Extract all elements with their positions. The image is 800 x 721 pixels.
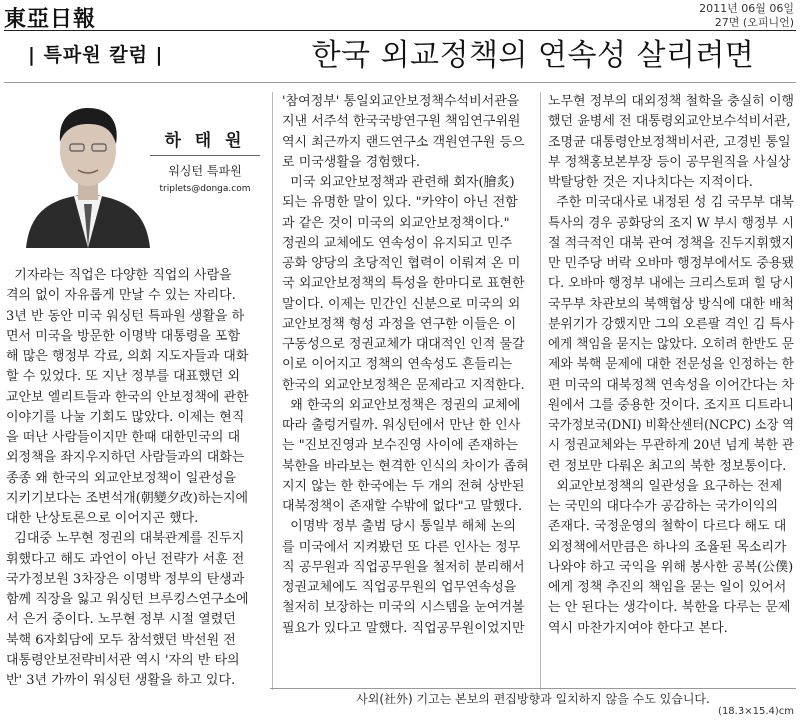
article-line: 과 같은 것이 미국의 외교안보정책이다." — [282, 215, 510, 231]
section-label: | 특파원 칼럼 | — [28, 44, 164, 66]
article-line: 3년 반 동안 미국 워싱턴 특파원 생활을 하 — [6, 308, 245, 324]
article-line: 시 정권교체와는 무관하게 20년 넘게 북한 관 — [548, 438, 794, 454]
article-line: 박탈당한 것은 지나치다는 지적이다. — [548, 175, 753, 190]
article-line: 교안보 엘리트들과 한국의 안보정책에 관한 — [6, 389, 249, 405]
article-line: 련 정보만 다뤄온 최고의 북한 정보통이다. — [548, 458, 787, 474]
article-line: 북한을 바라보는 현격한 인식의 차이가 좁혀 — [282, 458, 529, 474]
article-column-1 — [6, 266, 264, 691]
article-line: 부 정책홍보본부장 등이 공무원직을 사실상 — [548, 154, 791, 170]
article-line: 조명균 대통령안보정책비서관, 고경빈 통일 — [548, 134, 791, 150]
article-column-3 — [548, 92, 794, 659]
author-title: 워싱턴 특파원 — [168, 164, 242, 178]
article-line: 종종 왜 한국의 외교안보정책이 일관성을 — [6, 470, 237, 486]
article-line: 존재다. 국정운영의 철학이 다르다 해도 대 — [548, 519, 787, 535]
article-line: 원에서 그를 중용한 것이다. 조지프 디트라니 — [548, 397, 794, 413]
article-line: 할 수 있었다. 또 지난 정부를 대표했던 외 — [6, 369, 240, 385]
article-line: 특사의 경우 공화당의 조지 W 부시 행정부 시 — [548, 215, 794, 231]
disclaimer: 사외(社外) 기고는 본보의 편집방향과 일치하지 않을 수도 있습니다. — [356, 692, 710, 706]
article-line: 왜 한국의 외교안보정책은 정권의 교체에 — [282, 397, 521, 413]
article-line: 교안보정책 형성 과정을 연구한 이들은 이 — [282, 316, 517, 332]
article-line: 공화 양당의 초당적인 협력이 이뤄져 온 미 — [282, 256, 521, 271]
author-rule — [150, 155, 260, 156]
article-line: 에게 책임을 묻지는 않았다. 오히려 한반도 문 — [548, 337, 794, 352]
article-line: 정권의 교체에도 연속성이 유지되고 민주 — [282, 235, 513, 251]
size-note: (18.3×15.4)cm — [718, 706, 794, 717]
article-line: 지키기보다는 조변석개(朝變夕改)하는지에 — [6, 490, 249, 506]
article-line: 이명박 정부 출범 당시 통일부 해체 논의 — [282, 519, 516, 535]
article-line: 철저히 보장하는 미국의 시스템을 눈여겨볼 — [282, 600, 525, 616]
issue-page: 27면 (오피니언) — [714, 16, 794, 29]
article-line: 는 안 된다는 생각이다. 북한을 다루는 문제 — [548, 600, 791, 616]
article-line: 만 민주당 버락 오바마 행정부에서도 중용됐 — [548, 256, 794, 271]
author-email: triplets@donga.com — [159, 184, 251, 194]
article-line: 대한 난상토론으로 이어지곤 했다. — [6, 511, 199, 526]
article-line: 외정책에서만큼은 하나의 조율된 목소리가 — [548, 539, 787, 555]
author-box — [0, 90, 270, 260]
article-line: 함께 직장을 잃고 워싱턴 브루킹스연구소에 — [6, 592, 249, 607]
column-divider — [540, 92, 541, 690]
article-line: 외교안보정책의 일관성을 요구하는 전제 — [548, 478, 783, 494]
headline-rule — [4, 82, 796, 83]
masthead: 東亞日報 — [4, 6, 97, 32]
article-line: 말이다. 이제는 민간인 신분으로 미국의 외 — [282, 296, 521, 312]
issue-info — [699, 2, 794, 30]
article-line: 반' 3년 가까이 워싱턴 생활을 하고 있다. — [6, 673, 236, 688]
article-line: 되는 유명한 말이 있다. "카약이 아닌 전함 — [282, 195, 518, 211]
article-line: 제와 북핵 문제에 대한 전문성을 인정하는 한 — [548, 357, 794, 373]
article-line: 국가정보원 3차장은 이명박 정부의 탄생과 — [6, 571, 245, 587]
article-line: 편 미국의 대북정책 연속성을 이어간다는 차 — [548, 377, 794, 393]
article-line: 이로 이어지고 정책의 연속성도 흔들리는 — [282, 357, 513, 373]
headline: 한국 외교정책의 연속성 살리려면 — [311, 38, 755, 73]
disclaimer-rule — [270, 688, 796, 689]
article-line: 북핵 6자회담에 모두 참석했던 박선원 전 — [6, 632, 236, 648]
article-line: 휘했다고 해도 과언이 아닌 전략가 서훈 전 — [6, 551, 245, 567]
article-line: 는 국민의 대다수가 공감하는 국가이익의 — [548, 499, 779, 514]
article-line: 직 공무원과 직업공무원을 철저히 분리해서 — [282, 559, 525, 575]
article-line: 국 외교안보정책의 특성을 한마디로 표현한 — [282, 276, 525, 292]
article-line: 구동성으로 정권교체가 대대적인 인적 물갈 — [282, 337, 525, 352]
article-line: 국무부 차관보의 북핵협상 방식에 대한 배척 — [548, 296, 794, 312]
article-line: 서 은거 중이다. 노무현 정부 시절 열렸던 — [6, 612, 236, 628]
article-line: 절 적극적인 대북 관여 정책을 진두지휘했지 — [548, 235, 794, 251]
article-line: 대북정책이 존재할 수밖에 없다"고 말했다. — [282, 499, 523, 514]
issue-date: 2011년 06월 06일 — [699, 2, 794, 15]
article-line — [548, 639, 794, 659]
article-line: 노무현 정부의 대외정책 철학을 충실히 이행 — [548, 94, 794, 109]
article-line: 외정책을 좌지우지하던 사람들과의 대화는 — [6, 450, 245, 466]
article-line: 지지 않는 한 한국에는 두 개의 전혀 상반된 — [282, 478, 525, 494]
article-line — [282, 639, 532, 659]
article-line: 주한 미국대사로 내정된 성 김 국무부 대북 — [548, 195, 794, 211]
article-line: 기자라는 직업은 다양한 직업의 사람을 — [6, 268, 232, 283]
article-line: 지낸 서주석 한국국방연구원 책임연구위원 — [282, 114, 521, 130]
article-line: 면서 미국을 방문한 이명박 대통령을 포함 — [6, 328, 241, 344]
article-line: 한국의 외교안보정책은 문제라고 지적한다. — [282, 377, 525, 393]
article-line: '참여정부' 통일외교안보정책수석비서관을 — [282, 94, 520, 109]
article-line: 을 떠난 사람들이지만 한때 대한민국의 대 — [6, 430, 241, 445]
article-line: 로 미국생활을 경험했다. — [282, 154, 420, 170]
article-line: 나와야 하고 국익을 위해 봉사한 공복(公僕) — [548, 559, 794, 575]
column-divider — [272, 92, 273, 690]
article-line: 는 "진보진영과 보수진영 사이에 존재하는 — [282, 438, 518, 454]
article-line: 미국 외교안보정책과 관련해 회자(膾炙) — [282, 175, 515, 190]
article-line: 이야기를 나눌 기회도 많았다. 이제는 현직 — [6, 409, 245, 425]
article-line: 분위기가 강했지만 그의 오른팔 격인 김 특사 — [548, 316, 794, 332]
article-line: 따라 출렁거릴까. 워싱턴에서 만난 한 인사 — [282, 418, 521, 433]
article-line: 를 미국에서 지켜봤던 또 다른 인사는 정무 — [282, 539, 521, 555]
article-line: 대통령안보전략비서관 역시 '자의 반 타의 — [6, 652, 240, 668]
article-line: 해 많은 행정부 각료, 의회 지도자들과 대화 — [6, 349, 249, 364]
article-line: 했던 윤병세 전 대통령외교안보수석비서관, — [548, 114, 791, 130]
article-line: 김대중 노무현 정권의 대북관계를 진두지 — [6, 531, 245, 547]
article-line: 역시 최근까지 랜드연구소 객원연구원 등으 — [282, 134, 525, 150]
article-line: 역시 마찬가지여야 한다고 본다. — [548, 620, 728, 636]
article-line: 에게 정책 추진의 책임을 묻는 일이 있어서 — [548, 580, 787, 595]
author-photo — [24, 98, 152, 248]
author-name: 하 태 원 — [164, 131, 246, 151]
article-line: 격의 없이 자유롭게 만날 수 있는 자리다. — [6, 288, 236, 304]
article-line: 다. 오바마 행정부 내에는 크리스토퍼 힐 당시 — [548, 276, 794, 292]
article-line: 정권교체에도 직업공무원의 업무연속성을 — [282, 580, 517, 595]
article-column-2 — [282, 92, 532, 659]
article-line: 필요가 있다고 말했다. 직업공무원이었지만 — [282, 620, 525, 636]
article-line: 국가정보국(DNI) 비확산센터(NCPC) 소장 역 — [548, 418, 794, 433]
